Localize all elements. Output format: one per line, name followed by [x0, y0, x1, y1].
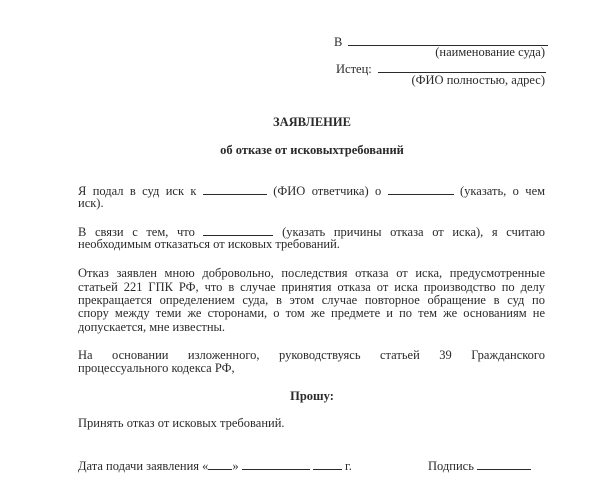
p2-text-2: (указать причины отказа от иска), я считаю [282, 225, 546, 239]
paragraph-3-line-2: статьей 221 ГПК РФ, что в случае принятия отказа от иска производство по делу [78, 280, 545, 294]
signature-blank[interactable] [477, 458, 531, 470]
court-prefix: В [334, 35, 343, 49]
paragraph-4-line-2: процессуального кодекса РФ, [78, 361, 235, 375]
paragraph-4-line-1: На основании изложенного, руководствуясь статьей 39 Гражданского [78, 348, 545, 362]
paragraph-3-line-3: прекращается определением суда, в этом случае повторное обращение в суд по [78, 293, 545, 307]
signature-line [428, 458, 531, 473]
year-suffix: г. [345, 459, 352, 473]
paragraph-1-line-2: иск). [78, 196, 104, 210]
paragraph-3-line-1: Отказ заявлен мною добровольно, последствия отказа от иска, предусмотренные [78, 266, 545, 280]
plaintiff-caption: (ФИО полностью, адрес) [411, 73, 545, 87]
date-close-quote: » [232, 459, 239, 473]
document-title: ЗАЯВЛЕНИЕ [273, 115, 351, 129]
footer-date-line [78, 458, 352, 473]
document-subtitle: об отказе от исковыхтребований [220, 143, 404, 157]
date-label: Дата подачи заявления « [78, 459, 209, 473]
claim-subject-blank[interactable] [388, 183, 454, 195]
plaintiff-label: Истец: [336, 62, 372, 76]
plaintiff-blank[interactable] [378, 61, 546, 73]
p1-text-2: (ФИО ответчика) о [273, 184, 382, 198]
p1-text-3: (указать, о чем [460, 184, 546, 198]
paragraph-3-line-4: спору между теми же сторонами, о том же предмете и по тем же основаниям не [78, 306, 545, 320]
court-caption: (наименование суда) [435, 45, 545, 59]
month-blank[interactable] [242, 458, 310, 470]
refusal-reason-blank[interactable] [203, 224, 273, 236]
defendant-name-blank[interactable] [203, 183, 267, 195]
paragraph-3-line-5: допускается, мне известны. [78, 320, 226, 334]
request-text: Принять отказ от исковых требований. [78, 416, 285, 430]
p2-text-1: В связи с тем, что [78, 225, 195, 239]
day-blank[interactable] [208, 458, 232, 470]
signature-label: Подпись [428, 459, 474, 473]
p1-text-1: Я подал в суд иск к [78, 184, 197, 198]
year-blank[interactable] [313, 458, 342, 470]
paragraph-2-line-2: необходимым отказаться от исковых требований. [78, 237, 340, 251]
request-heading: Прошу: [290, 389, 334, 403]
